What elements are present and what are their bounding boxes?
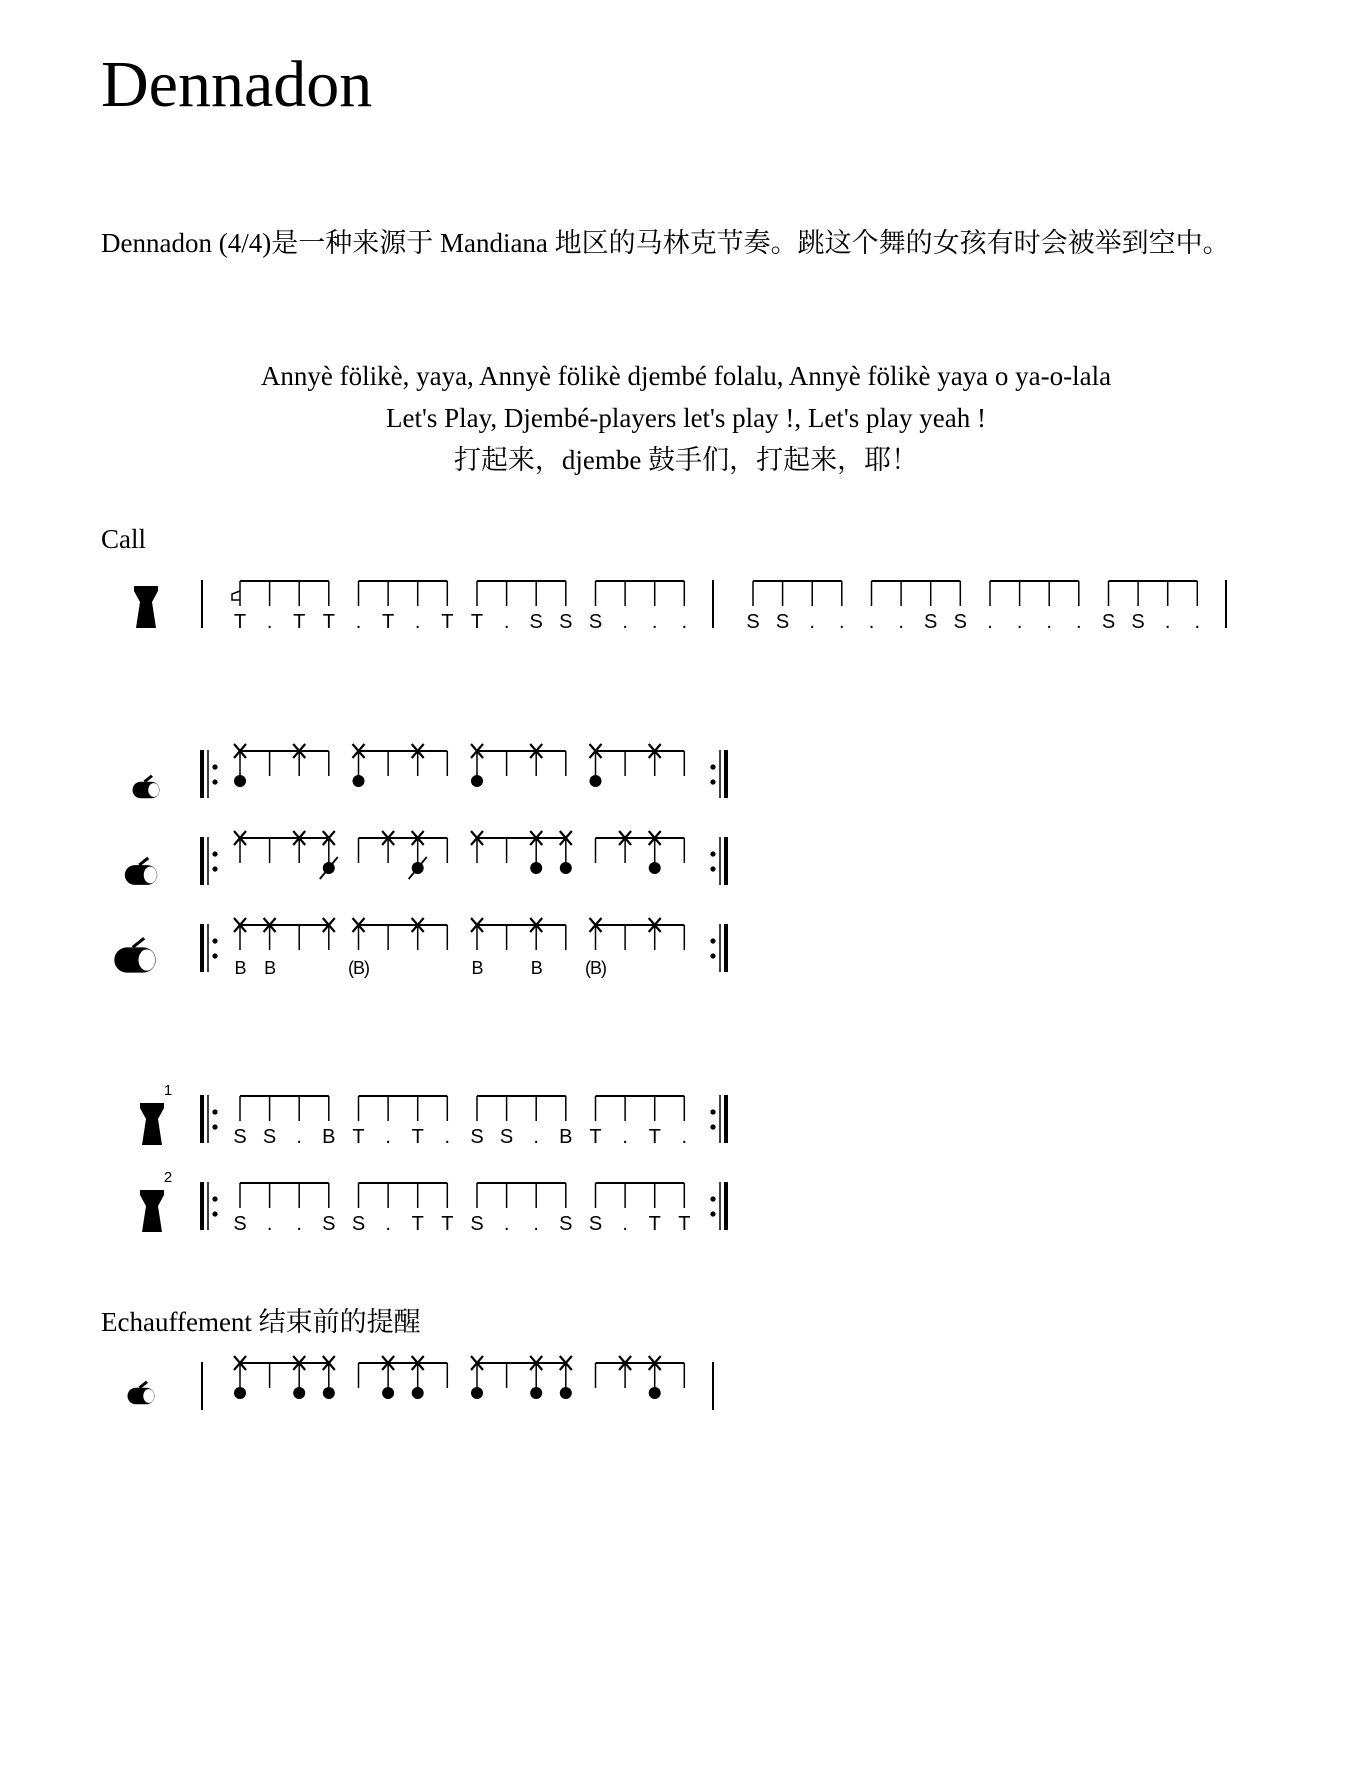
- note-label: S: [351, 1213, 366, 1235]
- lyrics-block: [0, 355, 1372, 481]
- note-label: .: [622, 611, 628, 633]
- note-label: .: [1076, 611, 1082, 633]
- repeat-dot: [710, 866, 715, 871]
- section-label-call: Call: [101, 524, 146, 554]
- note-label: .: [622, 1126, 628, 1148]
- note-label: .: [503, 611, 510, 633]
- lyrics-line-2: Let's Play, Djembé-players let's play !, Let's play yeah !: [386, 403, 986, 433]
- note-label: .: [1194, 611, 1201, 633]
- note-label: S: [322, 1213, 336, 1235]
- staff-dundunba: [0, 914, 1372, 994]
- repeat-dot: [710, 1109, 715, 1114]
- note-label: .: [266, 611, 273, 633]
- open-stroke-dot: [560, 1387, 572, 1399]
- djembe-number: 1: [163, 1085, 173, 1099]
- note-label: T: [470, 611, 484, 633]
- flam-hook: [232, 591, 240, 600]
- open-stroke-dot: [560, 862, 572, 874]
- djembe-icon: [134, 586, 158, 628]
- bass-label: (B): [585, 958, 606, 978]
- note-label: T: [352, 1126, 365, 1148]
- repeat-dot: [710, 1196, 715, 1201]
- note-label: .: [868, 611, 875, 633]
- repeat-dot: [212, 851, 217, 856]
- repeat-dot: [212, 866, 217, 871]
- open-stroke-dot: [649, 862, 661, 874]
- open-stroke-dot: [234, 775, 246, 787]
- repeat-dot: [710, 953, 715, 958]
- repeat-dot: [710, 851, 715, 856]
- bass-label: B: [530, 958, 542, 978]
- staff-kenkeni: [0, 740, 1372, 820]
- note-label: S: [470, 1213, 484, 1235]
- note-label: .: [385, 1126, 391, 1148]
- note-label: B: [322, 1126, 336, 1148]
- note-label: .: [1164, 611, 1171, 633]
- staff-echauffement: [0, 1352, 1372, 1432]
- repeat-dot: [212, 1124, 217, 1129]
- note-label: S: [262, 1126, 277, 1148]
- djembe-icon: [140, 1103, 164, 1145]
- note-label: T: [293, 611, 306, 633]
- sangban-icon: [125, 858, 157, 885]
- bass-label: B: [471, 958, 483, 978]
- page-title: Dennadon: [101, 48, 373, 121]
- open-stroke-dot: [293, 1387, 305, 1399]
- section-label-echauffement: Echauffement 结束前的提醒: [101, 1307, 421, 1337]
- note-label: .: [622, 1213, 628, 1235]
- note-label: S: [559, 611, 573, 633]
- staff-call: [0, 570, 1372, 650]
- staff-djembe-1: [0, 1085, 1372, 1165]
- open-stroke-dot: [382, 1387, 394, 1399]
- repeat-dot: [212, 1109, 217, 1114]
- note-label: .: [1046, 611, 1052, 633]
- note-label: .: [444, 1126, 451, 1148]
- note-label: .: [987, 611, 993, 633]
- note-label: T: [441, 1213, 454, 1235]
- note-label: S: [233, 1213, 247, 1235]
- open-stroke-dot: [471, 775, 483, 787]
- open-stroke-dot: [412, 1387, 424, 1399]
- open-stroke-dot: [323, 1387, 335, 1399]
- repeat-dot: [212, 764, 217, 769]
- note-label: .: [533, 1213, 539, 1235]
- note-label: T: [441, 611, 454, 633]
- intro-paragraph: Dennadon (4/4)是一种来源于 Mandiana 地区的马林克节奏。跳这个舞的女孩有时会被举到空中。: [101, 228, 1230, 258]
- note-label: .: [898, 611, 904, 633]
- note-label: .: [533, 1126, 539, 1148]
- note-label: B: [559, 1126, 573, 1148]
- bass-label: B: [234, 958, 246, 978]
- note-label: T: [411, 1213, 424, 1235]
- note-label: S: [953, 611, 967, 633]
- repeat-dot: [212, 1211, 217, 1216]
- note-label: .: [1016, 611, 1023, 633]
- note-label: S: [588, 1213, 603, 1235]
- repeat-dot: [212, 779, 217, 784]
- repeat-dot: [212, 938, 217, 943]
- note-label: .: [355, 611, 362, 633]
- dundunba-icon: [114, 938, 155, 973]
- note-label: .: [839, 611, 845, 633]
- note-label: S: [233, 1126, 247, 1148]
- bass-label: B: [264, 958, 276, 978]
- staff-djembe-2: [0, 1172, 1372, 1252]
- note-label: .: [414, 611, 421, 633]
- note-label: S: [559, 1213, 573, 1235]
- note-label: .: [296, 1126, 302, 1148]
- note-label: S: [499, 1126, 514, 1148]
- note-label: S: [470, 1126, 484, 1148]
- note-label: .: [809, 611, 815, 633]
- note-label: .: [503, 1213, 510, 1235]
- note-label: T: [678, 1213, 691, 1235]
- note-label: S: [1131, 611, 1145, 633]
- note-label: T: [381, 611, 395, 633]
- note-label: S: [529, 611, 543, 633]
- repeat-dot: [710, 779, 715, 784]
- open-stroke-dot: [471, 1387, 483, 1399]
- open-stroke-dot: [590, 775, 602, 787]
- note-label: S: [588, 611, 603, 633]
- note-label: T: [322, 611, 335, 633]
- open-stroke-dot: [353, 775, 365, 787]
- note-label: .: [681, 611, 688, 633]
- repeat-dot: [710, 764, 715, 769]
- bass-label: (B): [348, 958, 369, 978]
- kenkeni-icon: [128, 1382, 155, 1405]
- djembe-icon: [140, 1190, 164, 1232]
- note-label: T: [233, 611, 247, 633]
- note-label: T: [411, 1126, 424, 1148]
- note-label: .: [266, 1213, 273, 1235]
- note-label: T: [589, 1126, 602, 1148]
- repeat-dot: [710, 1211, 715, 1216]
- open-stroke-dot: [530, 862, 542, 874]
- open-stroke-dot: [649, 1387, 661, 1399]
- staff-sangban: [0, 827, 1372, 907]
- repeat-dot: [710, 1124, 715, 1129]
- note-label: .: [385, 1213, 391, 1235]
- djembe-number: 2: [163, 1172, 173, 1186]
- note-label: .: [296, 1213, 302, 1235]
- note-label: S: [746, 611, 760, 633]
- note-label: S: [775, 611, 790, 633]
- kenkeni-icon: [133, 776, 160, 799]
- repeat-dot: [710, 938, 715, 943]
- lyrics-line-1: Annyè fölikè, yaya, Annyè fölikè djembé folalu, Annyè fölikè yaya o ya-o-lala: [260, 361, 1112, 391]
- repeat-dot: [212, 953, 217, 958]
- note-label: .: [681, 1126, 688, 1148]
- note-label: .: [651, 611, 658, 633]
- lyrics-line-3: 打起来，djembe 鼓手们，打起来，耶！: [453, 445, 919, 475]
- note-label: S: [1101, 611, 1116, 633]
- note-label: S: [924, 611, 938, 633]
- note-label: T: [648, 1213, 661, 1235]
- open-stroke-dot: [234, 1387, 246, 1399]
- note-label: T: [648, 1126, 661, 1148]
- open-stroke-dot: [530, 1387, 542, 1399]
- repeat-dot: [212, 1196, 217, 1201]
